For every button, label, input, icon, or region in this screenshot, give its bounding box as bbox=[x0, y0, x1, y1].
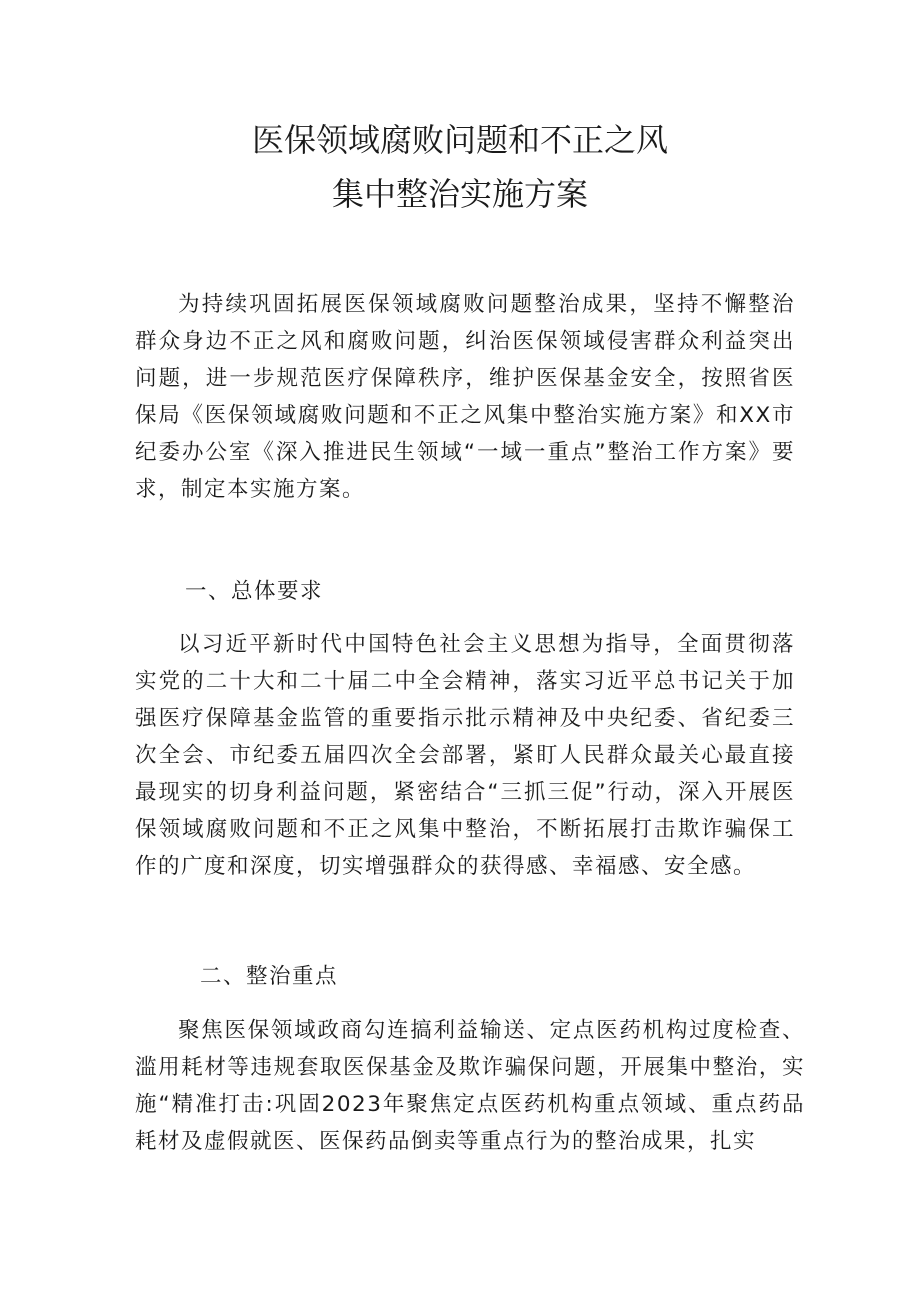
intro-paragraph: 为持续巩固拓展医保领域腐败问题整治成果，坚持不懈整治群众身边不正之风和腐败问题，纠治医保领域侵害群众利益突出问题，进一步规范医疗保障秩序，维护医保基金安全，按照省医保局《医保领域腐败问题和不正之风集中整治实施方案》和XX市纪委办公室《深入推进民生领域“一域一重点”整治工作方案》要求，制定本实施方案。 bbox=[135, 292, 795, 502]
section-2-paragraph: 聚焦医保领域政商勾连搞利益输送、定点医药机构过度检查、滥用耗材等违规套取医保基金及欺诈骗保问题，开展集中整治，实施“精准打击:巩固2023年聚焦定点医药机构重点领域、重点药品耗材及虚假就医、医保药品倒卖等重点行为的整治成果，扎实 bbox=[135, 1018, 805, 1154]
section-2-heading: 二、整治重点 bbox=[200, 964, 339, 989]
section-1-paragraph: 以习近平新时代中国特色社会主义思想为指导，全面贯彻落实党的二十大和二十届二中全会精神，落实习近平总书记关于加强医疗保障基金监管的重要指示批示精神及中央纪委、省纪委三次全会、市纪委五届四次全会部署，紧盯人民群众最关心最直接最现实的切身利益问题，紧密结合“三抓三促”行动，深入开展医保领域腐败问题和不正之风集中整治，不断拓展打击欺诈骗保工作的广度和深度，切实增强群众的获得感、幸福感、安全感。 bbox=[135, 632, 795, 879]
section-1-heading: 一、总体要求 bbox=[185, 579, 324, 604]
document-title-line-2: 集中整治实施方案 bbox=[331, 175, 588, 213]
document-title-line-1: 医保领域腐败问题和不正之风 bbox=[251, 121, 668, 159]
